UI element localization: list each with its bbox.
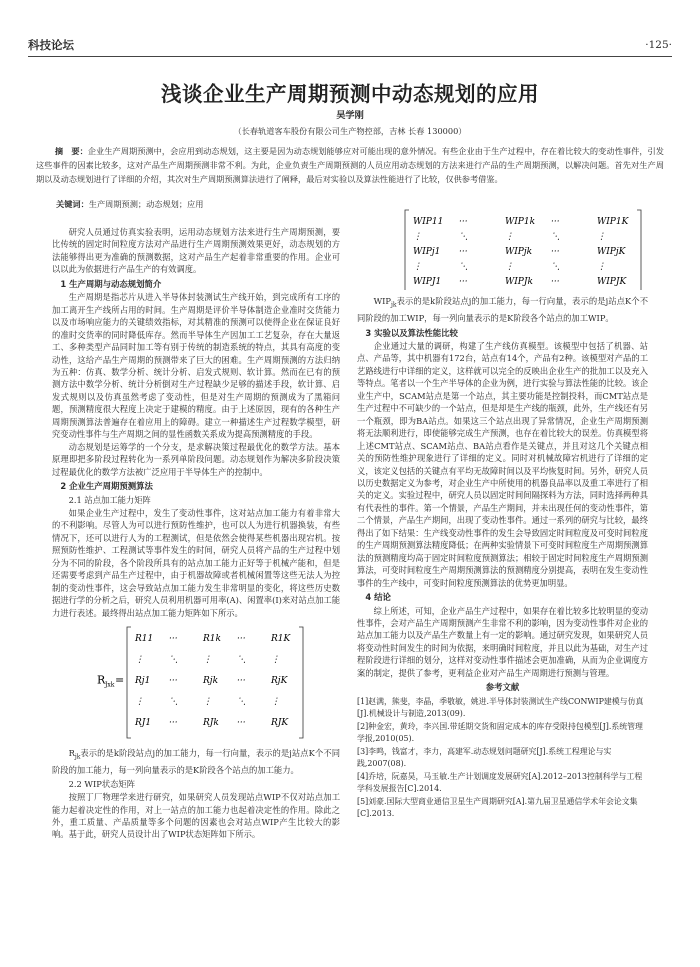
matrix-cell: WIPJK <box>597 277 627 287</box>
matrix-cell: ⋮ <box>135 655 144 666</box>
section-2-2-heading: 2.2 WIP状态矩阵 <box>68 778 136 789</box>
journal-section: 科技论坛 <box>28 38 74 52</box>
matrix-wip-svg <box>395 208 645 290</box>
matrix-cell: ⋮ <box>505 232 514 242</box>
abstract <box>36 144 664 186</box>
reference-item: [4]乔培，阮嘉昊，马玉敏.生产计划调度发展研究[A].2012–2013控制科学与工程学科发展报告[C].2014. <box>357 771 643 794</box>
matrix-label-subscript: Jxk <box>105 681 115 689</box>
matrix-cell: Rj1 <box>135 676 151 687</box>
references <box>357 681 648 821</box>
matrix-cell: ⋱ <box>551 262 560 272</box>
section-3-heading: 3 实验以及算法性能比较 <box>365 327 458 338</box>
matrix-cell: WIPjK <box>597 247 626 257</box>
matrix-cell: ··· <box>459 247 468 257</box>
matrix-cell: ··· <box>237 634 246 645</box>
matrix-cell: R1K <box>271 634 291 645</box>
matrix-cell: RJ1 <box>135 718 152 729</box>
matrix-cell: WIP1K <box>597 217 629 227</box>
matrix-cell: WIPJ1 <box>413 277 442 287</box>
matrix-cell: ⋮ <box>203 697 212 708</box>
matrix-cell: ··· <box>459 277 468 287</box>
matrix-cell: ··· <box>169 676 178 687</box>
matrix-cell: ··· <box>169 718 178 729</box>
matrix-cell: ··· <box>551 277 560 287</box>
section-4-heading: 4 结论 <box>365 592 391 603</box>
matrix-cell: WIP11 <box>413 217 444 227</box>
matrix-cell: ⋱ <box>237 697 246 708</box>
matrix-cell: RJK <box>271 718 289 729</box>
matrix-cell: RjK <box>271 676 288 687</box>
matrix-r-svg <box>52 623 340 743</box>
matrix-wip-symbol: WIP <box>373 296 391 306</box>
matrix-cell: ⋱ <box>551 232 560 242</box>
keywords <box>56 198 203 210</box>
right-column <box>357 295 648 821</box>
matrix-cell: RJk <box>203 718 219 729</box>
matrix-r-figure <box>52 623 340 743</box>
references-heading: 参考文献 <box>485 682 520 693</box>
matrix-cell: ⋮ <box>135 697 144 708</box>
matrix-cell: WIPj1 <box>413 247 441 257</box>
reference-item: [3]李鸣，钱富才，李力，高建军.动态规划问题研究[J].系统工程理论与实践,2007(08). <box>357 746 612 769</box>
matrix-cell: WIPJk <box>505 277 533 287</box>
matrix-cell: Rjk <box>203 676 219 687</box>
matrix-cell: ··· <box>459 217 468 227</box>
matrix-cell: ⋮ <box>271 655 280 666</box>
matrix-wip-text: 表示的是k阶段站点j的加工能力，每一行向量，表示的是j站点K个不同阶段的加工WIP，每一列向量表示的是K阶段各个站点的加工WIP。 <box>357 296 648 324</box>
matrix-r-description: $R_{jk}$表示的是k阶段站点j的加工能力，每一行向量，表示的是j站点K个不同阶段的加工能力，每一列向量表示的是K阶段各个站点的加工能力。 <box>52 748 340 776</box>
matrix-cell: R1k <box>203 634 221 645</box>
header-rule <box>28 56 672 57</box>
section-1-paragraph-2: 动态规划是运筹学的一个分支，是求解决策过程最优化的数学方法。基本原理即把多阶段过程转化为一系列单阶段问题。动态规划作为解决多阶段决策过程最优化的数学方法被广泛应用于半导体生产的控制中。 <box>52 441 340 477</box>
matrix-r-symbol: R <box>68 748 75 759</box>
section-2-2-paragraph: 按照丁厂物理学来进行研究，如果研究人员发现站点WIP不仅对站点加工能力起着决定性的作用，对上一站点的加工能力也起着决定性的作用。除此之外，重工质量、产品质量等多个问题的因素也会对站点WIP产生比较大的影响。基于此，研究人员设计出了WIP状态矩阵如下所示。 <box>52 792 340 840</box>
keywords-label: 关键词： <box>56 199 89 209</box>
matrix-cell: ⋮ <box>413 262 422 272</box>
section-2-heading: 2 企业生产周期预测算法 <box>60 481 153 492</box>
reference-item: [1]赵满，熊斐，李晶，季敬敏，姚进.半导体封装测试生产线CONWIP建模与仿真[J].机械设计与制造,2013(09). <box>357 696 644 719</box>
section-3-paragraph: 企业通过大量的调研，构建了生产线仿真模型。该模型中包括了机器、站点、产品等，其中机器有172台，站点有14个，产品有2种。该模型对产品的工艺路线进行中详细的定义，这样就可以完全的反映出企业生产的批加工以及充入等特点。笔者以一个生产半导体的企业为例，进行实验与算法性能的比较。该企业生产中，SCAM站点是第一个站点，其主要功能是控制投料，而CMT站点是生产过程中不可缺少的一个站点，但是却是生产线的瓶颈，此外，生产线还有另一个瓶颈，即为BA站点。如果这三个站点出现了异常情况，企业生产周期预测将无法顺利进行，即使能够完成生产预测，也存在着比较大的误差。仿真模型将上述CMT站点、SCAM站点、BA站点看作是关键点，并且对这几个关键点相关的预防性维护现象进行了详细的定义。同时对机械故障宕机进行了详细的定义，该定义包括的关键点有平均无故障时间以及平均恢复时间。另外，研究人员以历史数据定义为参考，对企业生产中所使用的机器良品率以及重工率进行了相关的定义。实验过程中，研究人员以固定时间间隔探料为方法，同时选择两种具有代表性的事件。第一个情景，产品生产期间，并未出现任何的变动性事件，第二个情景，产品生产期间，出现了变动性事件。通过一系列的研究与比较，最终得出了如下结果：生产线变动性事件的发生会导致固定时间粒度及可变时间粒度的生产周期预测算法精度降低；在两种实验情景下可变时间粒度生产周期预测算法的预测精度均高于固定时间粒度预测算法；相较于固定时间粒度生产周期预测算法，可变时间粒度生产周期预测算法的预测精度分别提高，表明在发生变动性事件的生产线中，可变时间粒度预测算法的优势更加明显。 <box>357 341 648 588</box>
matrix-cell: ··· <box>551 217 560 227</box>
page-number: ·125· <box>645 39 672 51</box>
matrix-wip-figure <box>395 208 645 290</box>
abstract-text: 企业生产周期预测中，会应用到动态规划，这主要是因为动态规划能够应对可能出现的意外情况。有些企业由于生产过程中，存在着比较大的变动性事件，引发这些事件的因素比较多，这对产品生产周期预测非常不利。为此，企业负责生产周期预测的人员应用动态规划的方法来进行产品的生产周期预测，以解决问题。首先对生产周期以及动态规划进行了详细的介绍，其次对生产周期预测算法进行了阐释，最后对实验以及算法性能进行了比较，仅供参考借鉴。 <box>36 146 664 184</box>
matrix-cell: ⋮ <box>597 232 606 242</box>
reference-item: [2]种金宏，黄玲，李兴国.带延期交货和固定成本的库存受限持包模型[J].系统管理学报,2010(05). <box>357 721 643 744</box>
paper-author: 吴学刚 <box>336 110 364 121</box>
matrix-cell: ⋮ <box>597 262 606 272</box>
matrix-cell: ⋮ <box>505 262 514 272</box>
matrix-cell: ⋱ <box>169 655 178 666</box>
section-2-1-paragraph: 如果企业生产过程中，发生了变动性事件，这对站点加工能力有着非常大的不利影响。尽管人为可以进行预防性维护，也可以人为进行机器换装，有些情况下，还可以进行人为的工程测试，但是依然会使得某些机器出现宕机。按照预防性维护、工程测试等事件发生的时间，研究人员将产品的生产过程中划分为不同的阶段，各个阶段所具有的站点加工能力正好等于机械产能和，但是还需要考虑到产品生产过程中，由于机器故障或者机械闲置等这些无法人为控制的变动性事件，这会导致站点加工能力发生非常明显的变化，将这些历史数据进行学的分析之后，研究人员利用机器可用率(A)、闲置率(I)来对站点加工能力进行表述。最终得出站点加工能力矩阵如下所示。 <box>52 507 340 618</box>
matrix-r-text: 表示的是k阶段站点j的加工能力，每一行向量，表示的是j站点K个不同阶段的加工能力，每一列向量表示的是K阶段各个站点的加工能力。 <box>52 748 340 776</box>
matrix-cell: ⋱ <box>459 262 468 272</box>
section-1-paragraph-1: 生产周期是指芯片从进入半导体封装测试生产线开始，到完成所有工序的加工离开生产线所占用的时间。生产周期是评价半导体制造企业准时交货能力以及市场响应能力的关键绩效指标，对其精准的预测可以使得企业在保证良好的准时交货率的同时降低库存。然而半导体生产因加工工艺复杂，存在大量返工、多种类型产品同时加工等有别于传统的制造系统的特点，其具有高度的变动性，这给产品生产周期的预测带来了巨大的困难。生产周期预测的方法归纳为五种：仿真、数学分析、统计分析、启发式规则、软计算。然而在已有的预测方法中数学分析、统计分析倒对生产过程缺少足够的描述手段，软计算、启发式规则以及仿真虽然考虑了变动性，但是对生产周期的预测成为了黑箱问题，预测精度很大程度上决定于建模的精度。由于上述原因，现有的各种生产周期预测算法普遍存在着应用上的障碍。建立一种描述生产过程数学模型，研究变动性事件与生产周期之间的显性函数关系成为提高预测精度的手段。 <box>52 292 340 440</box>
matrix-wip-description: $WIP_{jk}$表示的是k阶段站点j的加工能力，每一行向量，表示的是j站点K个不同阶段的加工WIP，每一列向量表示的是K阶段各个站点的加工WIP。 <box>357 296 648 324</box>
left-column <box>52 226 340 841</box>
reference-item: [5]刘豪.国际大型商业通信卫星生产周期研究[A].第九届卫星通信学术年会论文集[C].2013. <box>357 796 638 819</box>
paper-title: 浅谈企业生产周期预测中动态规划的应用 <box>161 82 539 106</box>
section-1-heading: 1 生产周期与动态规划简介 <box>60 278 162 289</box>
matrix-cell: WIP1k <box>505 217 536 227</box>
matrix-cell: ⋱ <box>459 232 468 242</box>
intro-paragraph: 研究人员通过仿真实验表明，运用动态规划方法来进行生产周期预测，要比传统的固定时间粒度方法对产品进行生产周期预测效果更好，动态规划的方法能够得出更为准确的预测数据，这对产品生产起着非常重要的作用。企业可以以此为依据进行产品生产的有效调度。 <box>52 227 340 275</box>
matrix-cell: R11 <box>135 634 154 645</box>
abstract-label: 摘 要： <box>54 146 88 156</box>
matrix-cell: ··· <box>237 676 246 687</box>
page-header <box>28 0 672 58</box>
matrix-cell: ⋮ <box>413 232 422 242</box>
matrix-cell: ⋱ <box>237 655 246 666</box>
matrix-cell: ··· <box>237 718 246 729</box>
matrix-equals: = <box>115 673 125 687</box>
matrix-cell: ⋮ <box>203 655 212 666</box>
paper-affiliation: （长春轨道客车股份有限公司生产物控部，吉林 长春 130000） <box>233 126 467 136</box>
matrix-cell: WIPjk <box>505 247 533 257</box>
matrix-cell: ··· <box>551 247 560 257</box>
conclusion-paragraph: 综上所述，可知，企业产品生产过程中，如果存在着比较多比较明显的变动性事件，会对产品生产周期预测产生非常不利的影响，因为变动性事件对企业的站点加工能力以及产品生产数量上有一定的影响。通过研究发现，如果研究人员将变动性时间发生的时间为依据，来明确时间粒度，并且以此为基础，对生产过程阶段进行详细的划分，这样对变动性事件描述会更加准确，从而为企业调度方案的制定，提供了参考，更利益企业对产品生产周期进行预测与管理。 <box>357 605 648 678</box>
matrix-cell: ··· <box>169 634 178 645</box>
keywords-text: 生产周期预测；动态规划；应用 <box>88 199 204 209</box>
section-2-1-heading: 2.1 站点加工能力矩阵 <box>68 494 151 505</box>
matrix-cell: ⋮ <box>271 697 280 708</box>
matrix-label: R <box>97 673 106 687</box>
matrix-cell: ⋱ <box>169 697 178 708</box>
